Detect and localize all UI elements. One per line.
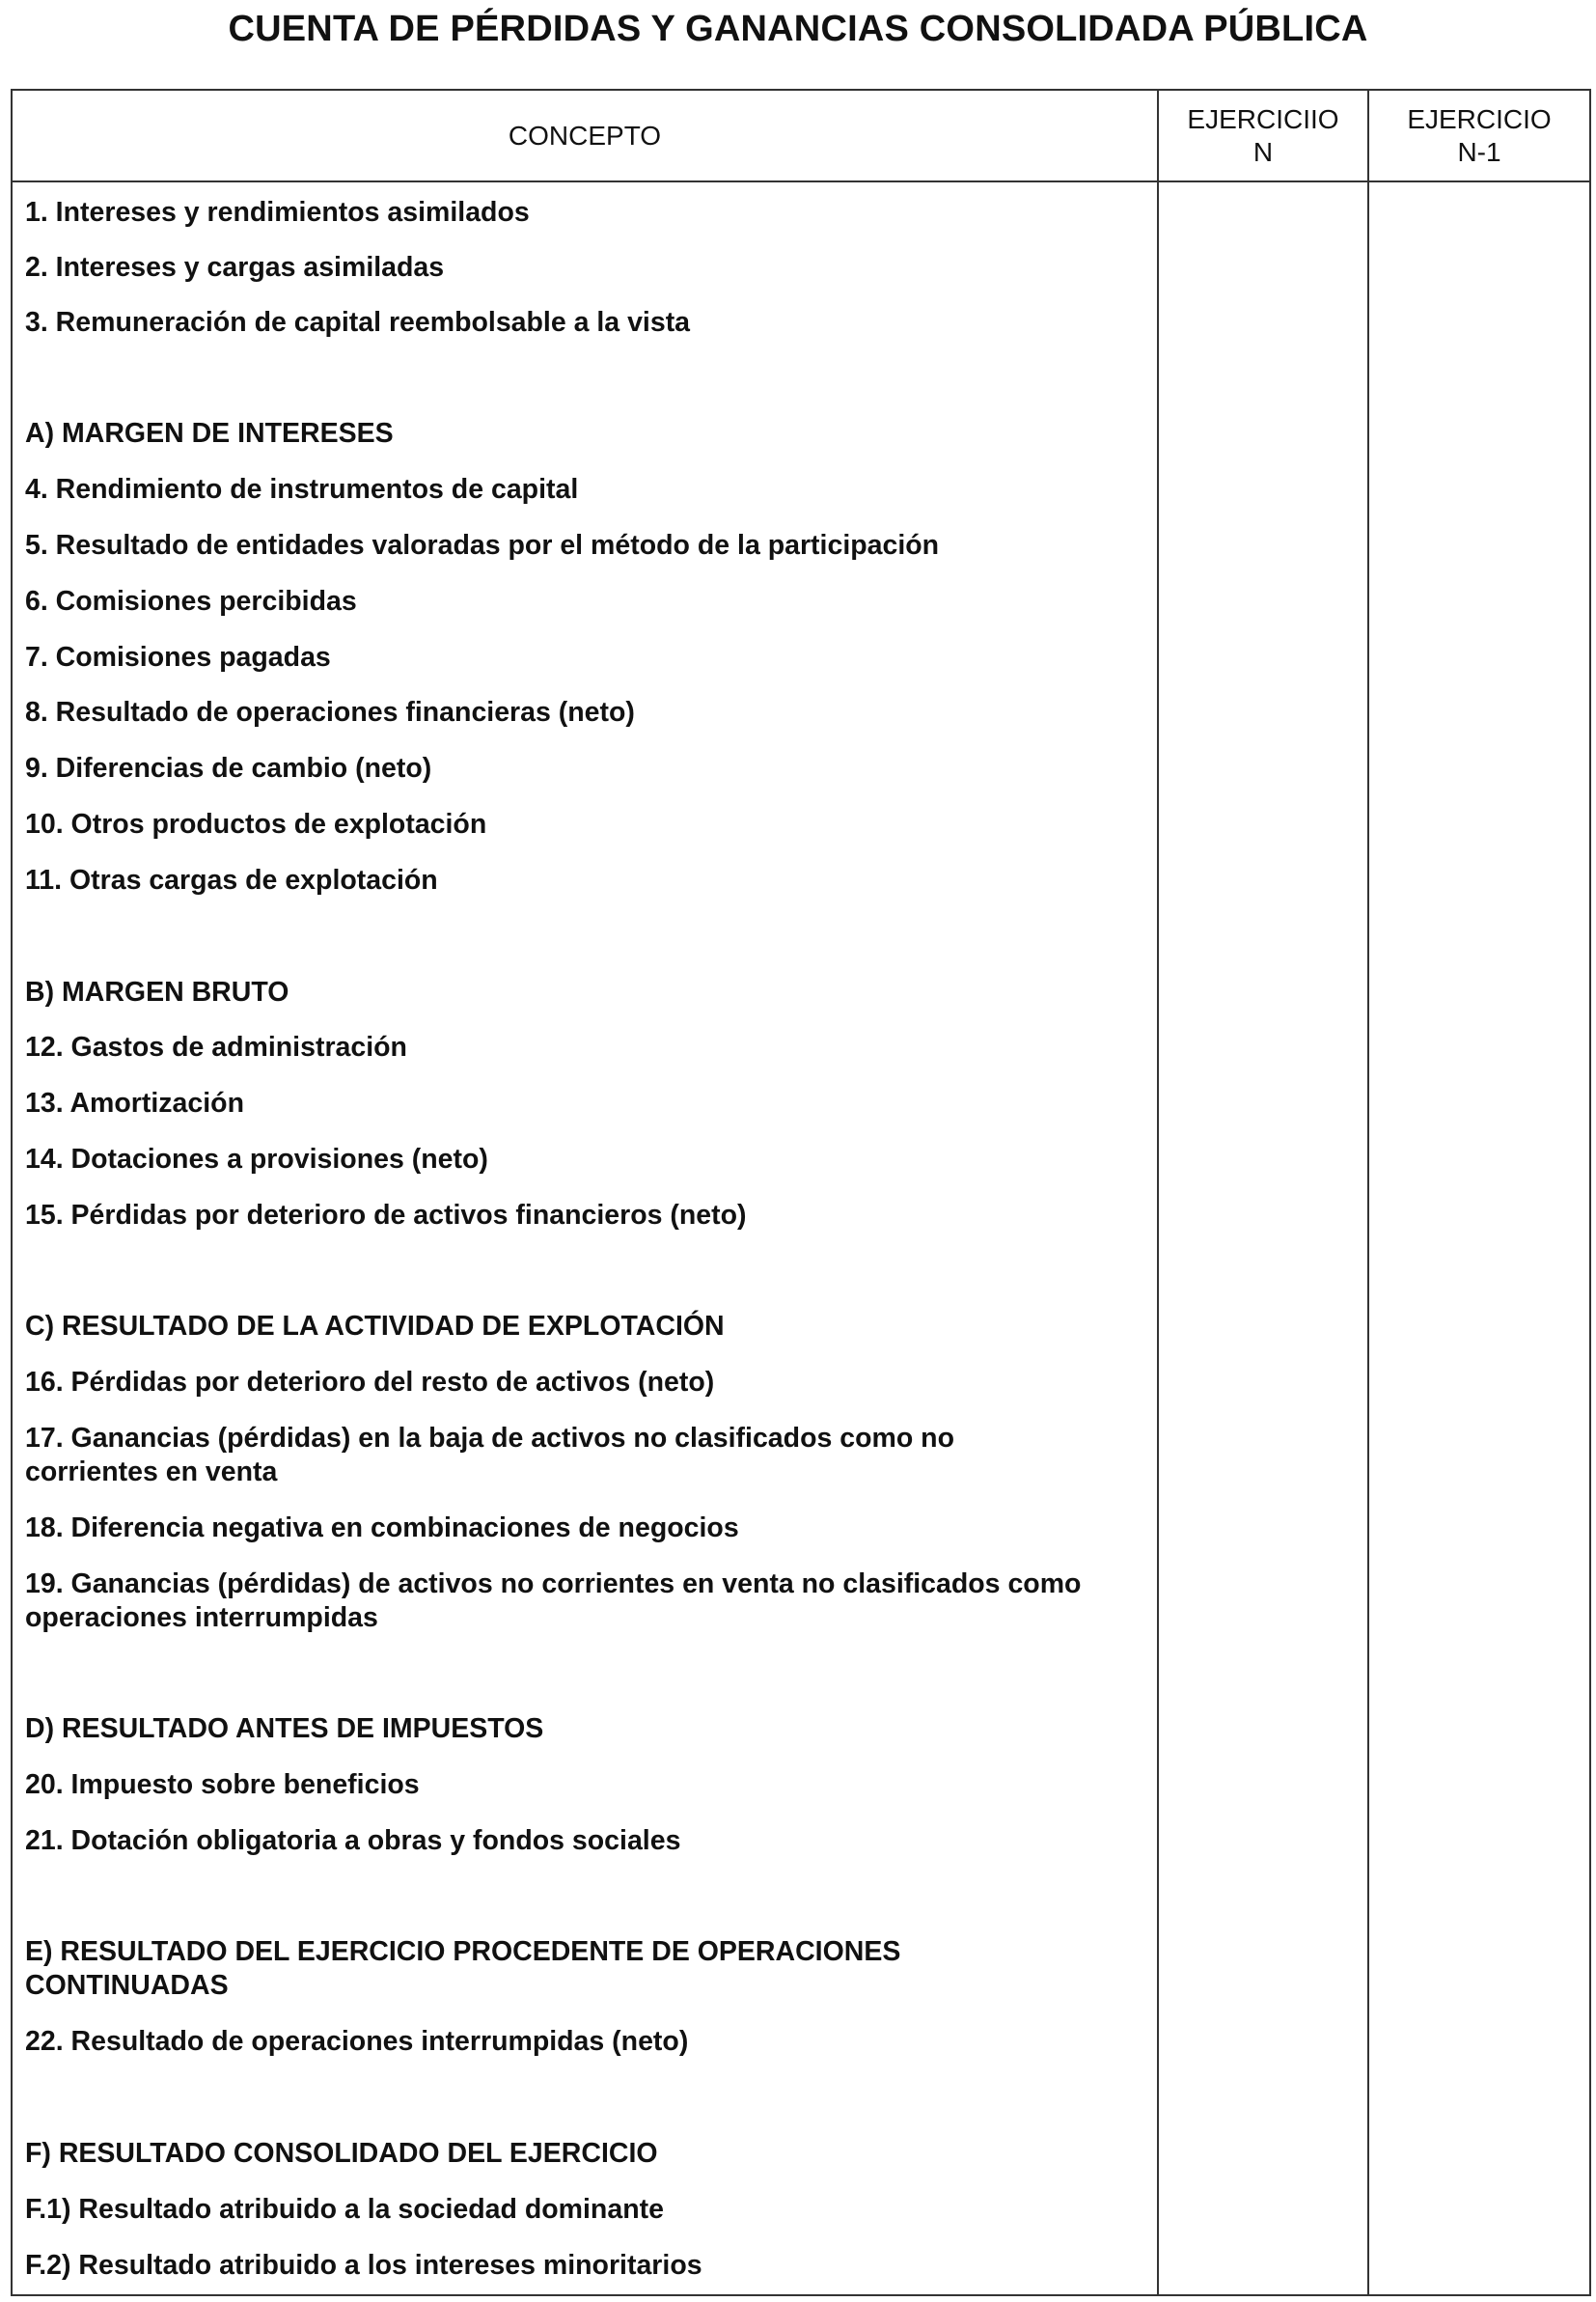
section-label: C) RESULTADO DE LA ACTIVIDAD DE EXPLOTACIÓN	[25, 1311, 725, 1342]
row-label: 22. Resultado de operaciones interrumpidas (neto)	[25, 2026, 689, 2057]
row-label: 5. Resultado de entidades valoradas por el método de la participación	[25, 530, 940, 561]
table-header-row	[12, 90, 1590, 181]
section-label: F) RESULTADO CONSOLIDADO DEL EJERCICIO	[25, 2138, 658, 2169]
column-header-year-n1-line2: N-1	[1457, 136, 1501, 167]
row-label: 4. Rendimiento de instrumentos de capital	[25, 474, 579, 505]
column-header-year-n1-line1: EJERCICIO	[1407, 103, 1552, 134]
column-header-concept	[12, 90, 1158, 181]
row-label: 2. Intereses y cargas asimiladas	[25, 252, 445, 283]
row-label: 13. Amortización	[25, 1088, 244, 1119]
row-label: 19. Ganancias (pérdidas) de activos no corrientes en venta no clasificados como operaciones interrumpidas	[25, 1568, 1082, 1633]
value-column-year-n1	[1368, 181, 1590, 2295]
income-statement-table	[11, 89, 1591, 2296]
column-header-year-n-line2: N	[1252, 136, 1274, 167]
row-label: 21. Dotación obligatoria a obras y fondos sociales	[25, 1825, 681, 1856]
section-label: A) MARGEN DE INTERESES	[25, 418, 394, 449]
section-label: D) RESULTADO ANTES DE IMPUESTOS	[25, 1713, 544, 1744]
row-label: 6. Comisiones percibidas	[25, 586, 357, 617]
table-body-row	[12, 181, 1590, 2295]
column-header-year-n-line1: EJERCICIIO	[1187, 103, 1339, 134]
concept-column	[12, 181, 1158, 2295]
row-label: 17. Ganancias (pérdidas) en la baja de activos no clasificados como no corrientes en venta	[25, 1423, 954, 1487]
section-label: E) RESULTADO DEL EJERCICIO PROCEDENTE DE OPERACIONES CONTINUADAS	[25, 1936, 901, 2001]
row-label: 7. Comisiones pagadas	[25, 642, 331, 673]
column-header-concept-label: CONCEPTO	[508, 120, 662, 151]
page-title: CUENTA DE PÉRDIDAS Y GANANCIAS CONSOLIDADA PÚBLICA	[228, 9, 1368, 49]
row-label: 1. Intereses y rendimientos asimilados	[25, 197, 530, 228]
row-label: 10. Otros productos de explotación	[25, 809, 487, 840]
row-label: 11. Otras cargas de explotación	[25, 865, 438, 896]
row-label: 8. Resultado de operaciones financieras (neto)	[25, 697, 635, 728]
row-label: 3. Remuneración de capital reembolsable a la vista	[25, 307, 691, 338]
column-header-year-n	[1158, 90, 1368, 181]
row-label: 9. Diferencias de cambio (neto)	[25, 753, 432, 784]
row-label: 14. Dotaciones a provisiones (neto)	[25, 1144, 488, 1175]
column-header-year-n1	[1368, 90, 1590, 181]
row-label: 12. Gastos de administración	[25, 1032, 407, 1063]
row-label: F.2) Resultado atribuido a los intereses minoritarios	[25, 2250, 702, 2281]
row-label: 16. Pérdidas por deterioro del resto de activos (neto)	[25, 1367, 715, 1398]
row-label: 20. Impuesto sobre beneficios	[25, 1769, 420, 1800]
row-label: F.1) Resultado atribuido a la sociedad dominante	[25, 2194, 664, 2225]
section-label: B) MARGEN BRUTO	[25, 977, 289, 1008]
value-column-year-n	[1158, 181, 1368, 2295]
row-label: 18. Diferencia negativa en combinaciones de negocios	[25, 1512, 739, 1543]
row-label: 15. Pérdidas por deterioro de activos financieros (neto)	[25, 1200, 747, 1231]
